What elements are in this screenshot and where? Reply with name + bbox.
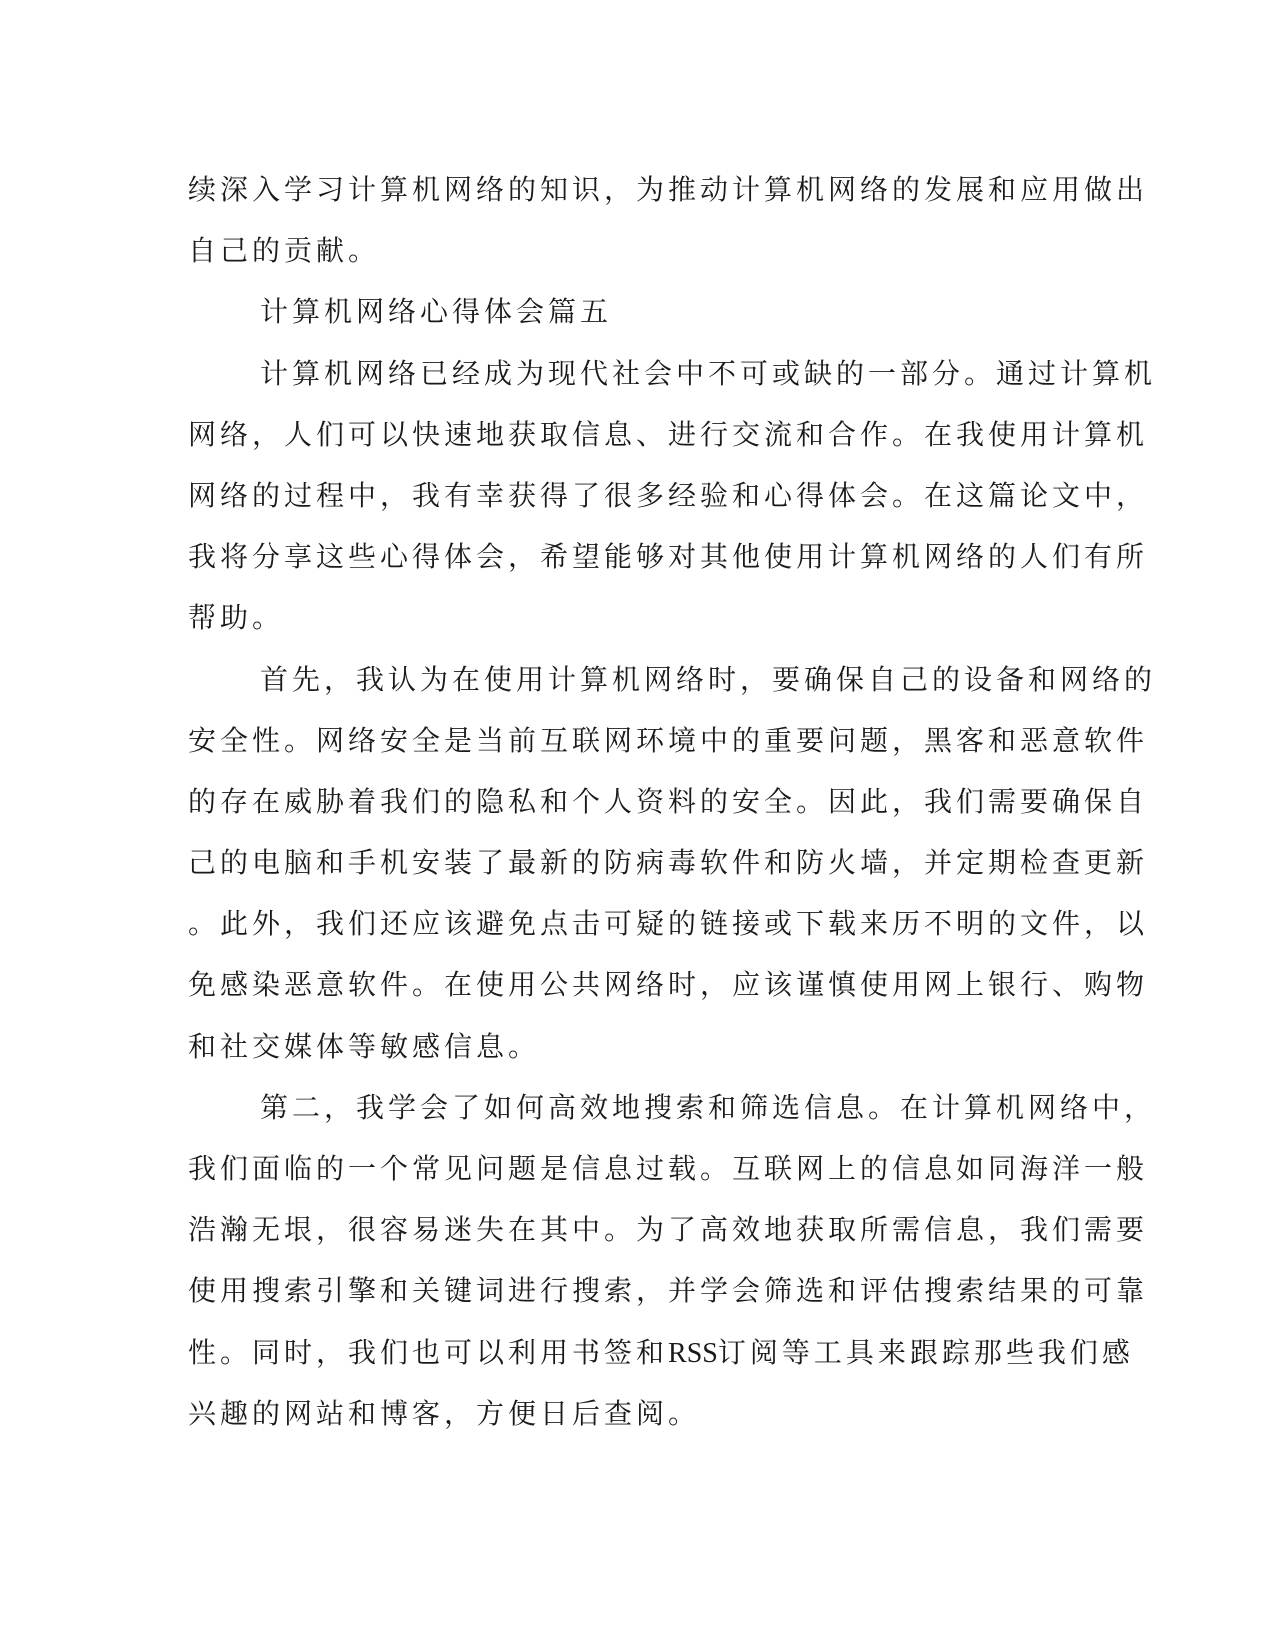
text-line: 和社交媒体等敏感信息。 bbox=[188, 1029, 541, 1063]
text-line: 免感染恶意软件。在使用公共网络时，应该谨慎使用网上银行、购物 bbox=[188, 968, 1149, 1002]
text-line: 浩瀚无垠，很容易迷失在其中。为了高效地获取所需信息，我们需要 bbox=[188, 1213, 1149, 1247]
text-line: 我将分享这些心得体会，希望能够对其他使用计算机网络的人们有所 bbox=[188, 540, 1149, 574]
text-line: 己的电脑和手机安装了最新的防病毒软件和防火墙，并定期检查更新 bbox=[188, 846, 1149, 880]
text-line: 网络，人们可以快速地获取信息、进行交流和合作。在我使用计算机 bbox=[188, 417, 1149, 451]
text-fragment: 性。同时，我们也可以利用书签和 bbox=[188, 1335, 669, 1369]
text-line: 使用搜索引擎和关键词进行搜索，并学会筛选和评估搜索结果的可靠 bbox=[188, 1274, 1149, 1308]
text-fragment: 订阅等工具来跟踪那些我们感 bbox=[717, 1335, 1134, 1369]
text-line: 计算机网络已经成为现代社会中不可或缺的一部分。通过计算机 bbox=[260, 356, 1157, 390]
rss-term: RSS bbox=[668, 1337, 718, 1369]
text-line: 首先，我认为在使用计算机网络时，要确保自己的设备和网络的 bbox=[260, 662, 1157, 696]
section-heading: 计算机网络心得体会篇五 bbox=[260, 295, 613, 329]
text-line: 第二，我学会了如何高效地搜索和筛选信息。在计算机网络中， bbox=[260, 1090, 1157, 1124]
text-line: 。此外，我们还应该避免点击可疑的链接或下载来历不明的文件，以 bbox=[188, 907, 1149, 941]
document-body bbox=[188, 159, 1157, 1444]
text-line: 网络的过程中，我有幸获得了很多经验和心得体会。在这篇论文中， bbox=[188, 478, 1149, 512]
text-line: 续深入学习计算机网络的知识，为推动计算机网络的发展和应用做出 bbox=[188, 173, 1149, 206]
text-line: 的存在威胁着我们的隐私和个人资料的安全。因此，我们需要确保自 bbox=[188, 784, 1149, 818]
text-line: 安全性。网络安全是当前互联网环境中的重要问题，黑客和恶意软件 bbox=[188, 723, 1149, 757]
text-line: 兴趣的网站和博客，方便日后查阅。 bbox=[188, 1396, 701, 1430]
text-line bbox=[188, 1322, 1134, 1383]
text-line: 帮助。 bbox=[188, 601, 285, 635]
text-line: 我们面临的一个常见问题是信息过载。互联网上的信息如同海洋一般 bbox=[188, 1152, 1149, 1185]
text-line: 自己的贡献。 bbox=[188, 234, 381, 268]
